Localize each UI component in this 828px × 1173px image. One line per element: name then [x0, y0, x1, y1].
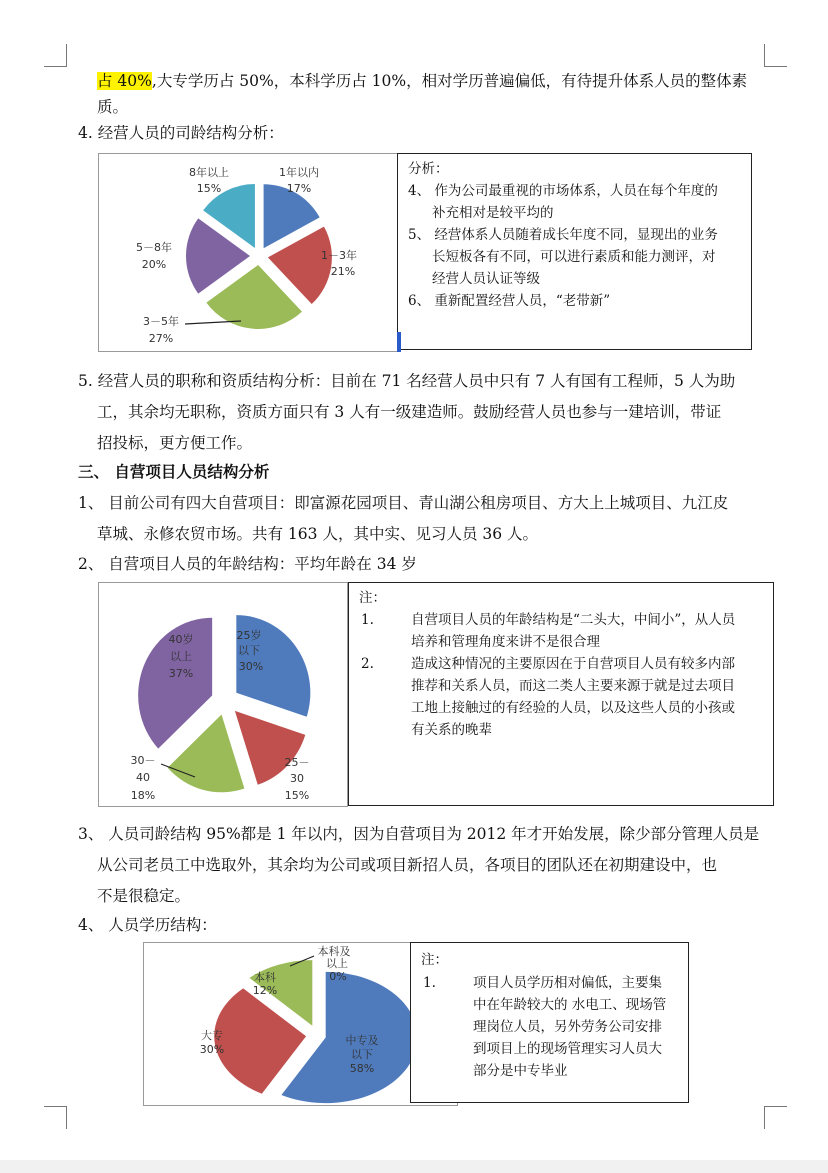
- note-number: 1.: [423, 975, 436, 991]
- note-line: 有关系的晚辈: [411, 722, 492, 738]
- crop-mark-bottom-right: [764, 1106, 787, 1129]
- pie-chart-2: [99, 583, 347, 806]
- analysis-box: [397, 153, 752, 350]
- slice-label: 30%: [199, 1043, 225, 1056]
- slice-label: 中专及: [345, 1034, 379, 1047]
- note-title: 注：: [421, 952, 448, 968]
- list-item-4: 4. 经营人员的司龄结构分析：: [78, 124, 284, 142]
- slice-label: 25岁: [236, 629, 262, 642]
- slice-label: 30－: [130, 754, 156, 767]
- slice-label: 37%: [168, 667, 194, 680]
- slice-label: 27%: [148, 332, 174, 345]
- note-title: 注：: [359, 590, 386, 606]
- slice-label: 以上: [170, 650, 192, 663]
- list-item-5: 5. 经营人员的职称和资质结构分析：目前在 71 名经营人员中只有 7 人有国有工程师，5 人为助: [78, 372, 736, 390]
- slice-label: 以上: [326, 957, 348, 970]
- slice-label: 15%: [284, 789, 310, 802]
- slice-label: 3－5年: [143, 315, 179, 328]
- crop-mark-top-right: [764, 44, 787, 67]
- note-line: 部分是中专毕业: [473, 1063, 568, 1079]
- highlighted-text: 占 40%: [97, 72, 152, 90]
- paragraph-line: 质。: [97, 98, 129, 116]
- slice-label: 以下: [351, 1048, 373, 1061]
- analysis-line: 5、 经营体系人员随着成长年度不同，显现出的业务: [408, 227, 718, 243]
- analysis-line: 长短板各有不同，可以进行素质和能力测评，对: [432, 249, 716, 265]
- slice-label: 21%: [330, 265, 356, 278]
- note-number: 2.: [361, 656, 374, 672]
- slice-label: 本科及: [317, 945, 351, 958]
- analysis-line: 4、 作为公司最重视的市场体系，人员在每个年度的: [408, 183, 718, 199]
- chart-tenure-structure: [98, 153, 398, 352]
- note-line: 推荐和关系人员，而这二类人主要来源于就是过去项目: [411, 678, 735, 694]
- slice-label: 本科: [254, 971, 276, 984]
- text-cursor: [397, 332, 401, 352]
- paragraph-line: 招投标，更方便工作。: [97, 434, 253, 452]
- slice-label: 0%: [329, 970, 347, 983]
- slice-label: 8年以上: [189, 166, 229, 179]
- slice-label: 大专: [201, 1029, 223, 1042]
- slice-label: 18%: [130, 789, 156, 802]
- note-line: 项目人员学历相对偏低，主要集: [473, 975, 662, 991]
- note-line: 造成这种情况的主要原因在于自营项目人员有较多内部: [411, 656, 735, 672]
- note-box-age: [348, 582, 774, 806]
- list-item-1: 1、 目前公司有四大自营项目：即富源花园项目、青山湖公租房项目、方大上上城项目、九江皮: [78, 494, 729, 512]
- slice-label: 20%: [141, 258, 167, 271]
- note-line: 到项目上的现场管理实习人员大: [473, 1041, 662, 1057]
- slice-label: 1年以内: [279, 166, 319, 179]
- list-item-2: 2、 自营项目人员的年龄结构：平均年龄在 34 岁: [78, 555, 417, 573]
- slice-label: 30%: [238, 660, 264, 673]
- analysis-line: 经营人员认证等级: [432, 271, 540, 287]
- paragraph-text: ,大专学历占 50%，本科学历占 10%，相对学历普遍偏低，有待提升体系人员的整体素: [151, 72, 748, 90]
- paragraph-line: [97, 70, 747, 92]
- section-heading: 三、 自营项目人员结构分析: [78, 462, 270, 481]
- analysis-line: 6、 重新配置经营人员，“老带新”: [408, 293, 611, 309]
- paragraph-line: 工，其余均无职称，资质方面只有 3 人有一级建造师。鼓励经营人员也参与一建培训，带证: [97, 403, 722, 421]
- slice-label: 25－: [284, 756, 310, 769]
- note-line: 工地上接触过的有经验的人员，以及这些人员的小孩或: [411, 700, 735, 716]
- slice-label: 40岁: [168, 633, 194, 646]
- pie-chart-1: [99, 154, 397, 351]
- paragraph-line: 从公司老员工中选取外，其余均为公司或项目新招人员，各项目的团队还在初期建设中，也: [97, 856, 718, 874]
- note-number: 1.: [361, 612, 374, 628]
- list-item-3: 3、 人员司龄结构 95%都是 1 年以内，因为自营项目为 2012 年才开始发展，除少部分管理人员是: [78, 825, 760, 843]
- analysis-line: 补充相对是较平均的: [432, 205, 554, 221]
- crop-mark-top-left: [44, 44, 67, 67]
- slice-label: 1－3年: [321, 249, 357, 262]
- crop-mark-bottom-left: [44, 1106, 67, 1129]
- note-line: 理岗位人员，另外劳务公司安排: [473, 1019, 662, 1035]
- slice-label: 以下: [238, 644, 260, 657]
- slice-label: 5－8年: [136, 241, 172, 254]
- paragraph-line: 草城、永修农贸市场。共有 163 人，其中实、见习人员 36 人。: [97, 525, 539, 543]
- slice-label: 15%: [196, 182, 222, 195]
- paragraph-line: 不是很稳定。: [97, 887, 191, 905]
- pie-slices: [186, 184, 332, 329]
- chart-age-structure: [98, 582, 348, 807]
- slice-label: 12%: [252, 984, 278, 997]
- slice-label: 30: [290, 772, 304, 785]
- note-box-education: [410, 942, 689, 1103]
- pie-slices: [214, 960, 417, 1103]
- list-item-4: 4、 人员学历结构：: [78, 916, 217, 934]
- page-footer-bar: [0, 1160, 828, 1173]
- slice-label: 17%: [286, 182, 312, 195]
- note-line: 中在年龄较大的 水电工、现场管: [473, 997, 667, 1013]
- analysis-title: 分析：: [408, 161, 449, 177]
- slice-label: 58%: [349, 1062, 375, 1075]
- note-line: 自营项目人员的年龄结构是“二头大，中间小”，从人员: [411, 612, 736, 628]
- slice-label: 40: [136, 771, 150, 784]
- note-line: 培养和管理角度来讲不是很合理: [411, 634, 600, 650]
